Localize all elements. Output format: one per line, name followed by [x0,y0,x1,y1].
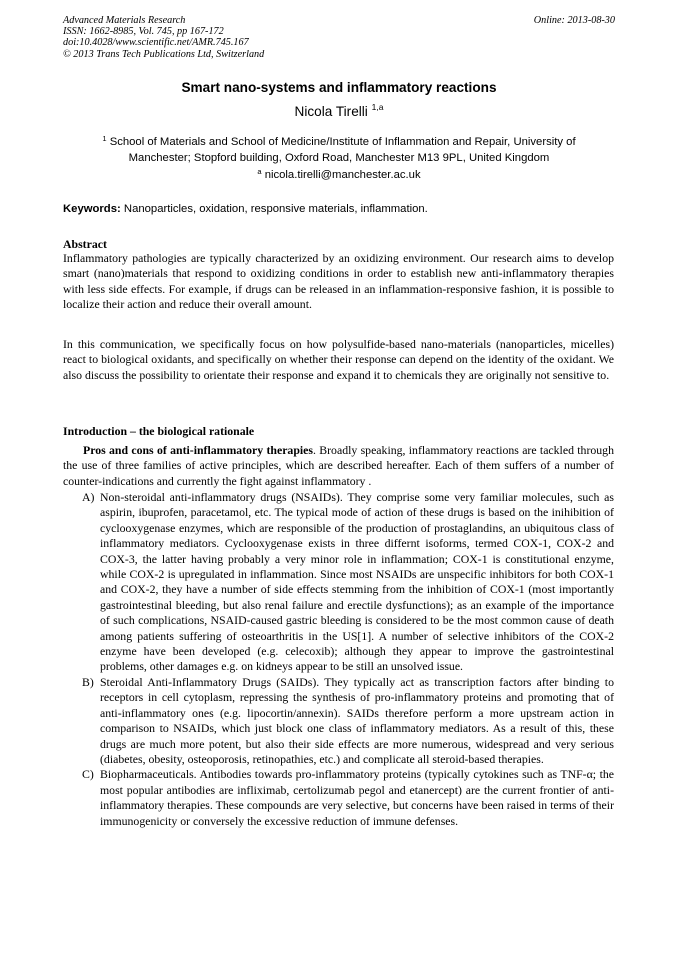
affiliation [70,131,608,166]
intro-lead-text: . Broadly speaking, inflammatory reactions are tackled through the use of three families of active principles, which are described hereafter. Each of them suffers of a number of counter-indications and currently the fight against inflammatory . [63,443,614,488]
list-item-text: Biopharmaceuticals. Antibodies towards pro-inflammatory proteins (typically cytokines such as TNF-α; the most popular antibodies are infliximab, certolizumab pegol and etanercept) are the current frontier of anti-inflammatory therapies. These compounds are very selective, but concerns have been raised in terms of their immunogenicity or conversely the excessive reduction of immune defenses. [100,767,614,828]
author-email[interactable]: nicola.tirelli@manchester.ac.uk [264,169,421,181]
intro-lead-paragraph [63,443,614,489]
keywords [63,203,428,215]
journal-header [63,15,264,60]
journal-doi: doi:10.4028/www.scientific.net/AMR.745.167 [63,37,249,49]
abstract-paragraph-2 [63,337,614,383]
list-marker: B) [82,674,94,689]
keywords-label: Keywords: [63,203,121,215]
email-line [0,167,678,181]
journal-copyright: © 2013 Trans Tech Publications Ltd, Switzerland [63,48,265,60]
affiliation-text: School of Materials and School of Medicine/Institute of Inflammation and Repair, University of Manchester; Stopford building, Oxford Road, Manchester M13 9PL, United Kingdom [109,136,576,164]
author-name: Nicola Tirelli [294,104,368,119]
abstract-paragraph-1 [63,251,614,313]
list-item [63,490,614,675]
therapy-list [63,490,614,829]
list-marker: C) [82,767,94,782]
keywords-text: Nanoparticles, oxidation, responsive materials, inflammation. [123,203,428,215]
list-item [63,675,614,767]
email-marker: a [257,167,262,176]
paper-title: Smart nano-systems and inflammatory reactions [181,80,497,95]
list-item [63,767,614,829]
author-affiliation-marker: 1,a [371,102,384,112]
online-date: Online: 2013-08-30 [533,15,615,26]
abstract-heading: Abstract [63,237,107,251]
introduction-heading: Introduction – the biological rationale [63,424,255,438]
list-item-text: Non-steroidal anti-inflammatory drugs (NSAIDs). They comprise some very familiar molecules, such as aspirin, ibuprofen, paracetamol, etc. The typical mode of action of these drugs is based on the inihibition of cyclooxygenase enzymes, which are responsible of the production of prostaglandins, an ubiquitous class of inflammatory mediators. Cyclooxygenase exists in three differnt isoforms, termed COX-1, COX-2 and COX-3, the latter having probably a very minor role in inflammation; COX-1 is constitutional enzyme, while COX-2 is upregulated in inflammation. Since most NSAIDs are unspecific inhibitors for both COX-1 and COX-2, they have a number of side effects stemming from the inhibition of COX-1 (most importantly gastrointestinal bleeding, but also renal failure and erectile dysfunctions); as an example of the importance of such complications, NSAID-caused gastric bleeding is considered to be the most common cause of death among patients suffering of osteoarthritis in the US[1]. A number of selective inhibitors of the COX-2 enzyme have been developed (e.g. celecoxib); although they appear to improve the gastrointestinal problems, other damages e.g. on kidneys appear to be still an unsolved issue. [100,490,614,674]
journal-issn: ISSN: 1662-8985, Vol. 745, pp 167-172 [63,26,224,38]
author-line [0,102,678,119]
intro-lead-bold: Pros and cons of anti-inflammatory therapies [83,443,313,457]
list-marker: A) [82,490,95,504]
list-item-text: Steroidal Anti-Inflammatory Drugs (SAIDs). They typically act as transcription factors after binding to receptors in cell cytoplasm, repressing the synthesis of pro-inflammatory proteins and promoting that of anti-inflammatory ones (e.g. lipocortin/annexin). SAIDs therefore perform a more upstream action in comparison to NSAIDs, which just block one class of inflammatory mediators. As a result of this, these drugs are much more potent, but also their side effects are more numerous, widespread and very serious (diabetes, obesity, osteoporosis, retinopathies, etc.) and complicate all steroid-based therapies. [100,674,614,766]
affiliation-marker: 1 [102,134,107,143]
abstract-p2-text: In this communication, we specifically focus on how polysulfide-based nano-materials (nanoparticles, micelles) react to biological oxidants, and specifically on whether their response can depend on the identity of the oxidant. We also discuss the possibility to orientate their response and expand it to chemicals they are originally not sensitive to. [63,337,614,382]
abstract-p1-text: Inflammatory pathologies are typically characterized by an oxidizing environment. Our research aims to develop smart (nano)materials that respond to oxidizing conditions in order to establish new anti-inflammatory therapies with less side effects. For example, if drugs can be released in an inflammation-responsive fashion, it is possible to localize their action and reduce their overall amount. [63,251,614,312]
journal-name: Advanced Materials Research [63,15,186,26]
